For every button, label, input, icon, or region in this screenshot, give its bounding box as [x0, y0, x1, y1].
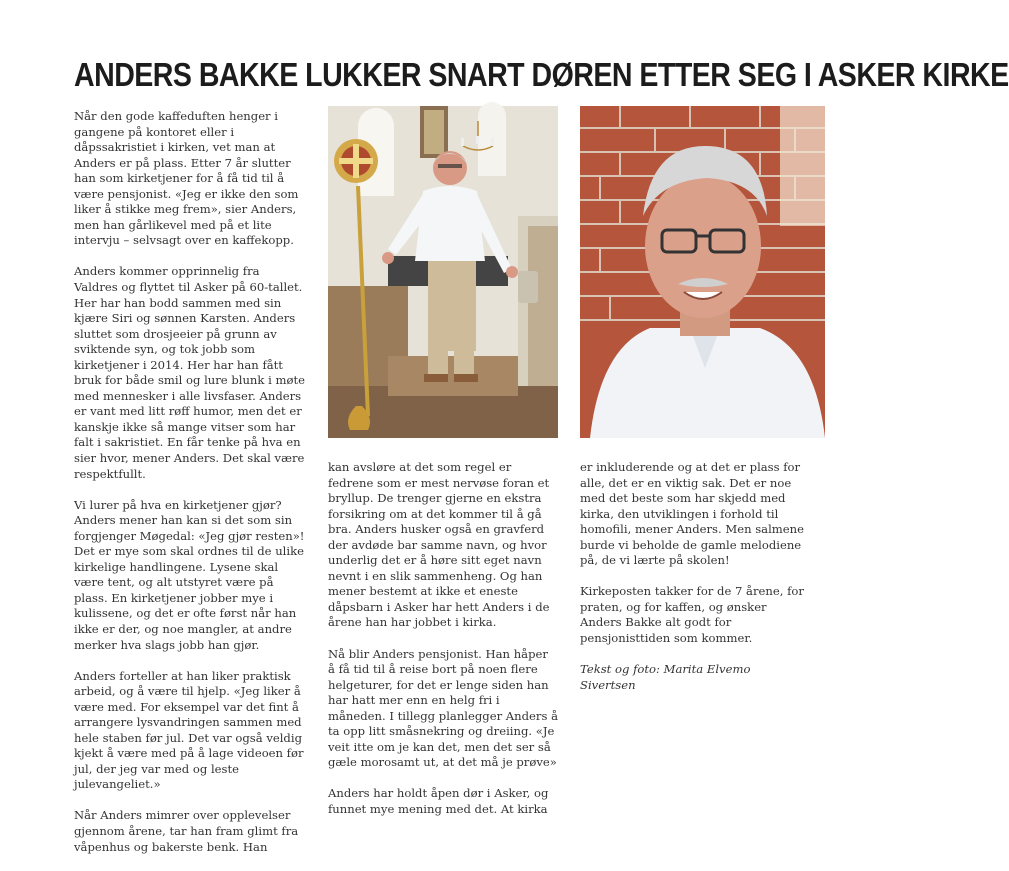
paragraph: Nå blir Anders pensjonist. Han håper å få tid til å reise bort på noen flere helgeturer, for det er lenge siden han har hatt mer enn en helg fri i måneden. I tillegg planlegger Anders å ta opp litt småsnekring og dreiing. «Je veit itte om je kan det, men det ser så gæle morosamt ut, at det må je prøve»	[328, 646, 559, 770]
photo-credit: Tekst og foto: Marita Elvemo Sivertsen	[580, 662, 751, 692]
paragraph: Vi lurer på hva en kirketjener gjør? Anders mener han kan si det som sin forgjenger Møgedal: «Jeg gjør resten»! Det er mye som skal ordnes til de ulike kirkelige handlingene. Lysene skal være tent, og alt utstyret være på plass. En kirketjener jobber mye i kulissene, og det er ofte først når han ikke er der, og noe mangler, at andre merker hva slags jobb han gjør.	[74, 497, 305, 652]
article-column-2	[328, 460, 558, 833]
paragraph: Anders kommer opprinnelig fra Valdres og flyttet til Asker på 60-tallet. Her har han bodd sammen med sin kjære Siri og sønnen Karsten. Anders sluttet som drosjeeier på grunn av sviktende syn, og tok jobb som kirketjener i 2014. Her har han fått bruk for både smil og lure blunk i møte med mennesker i alle livsfaser. Anders er vant med litt røff humor, men det er kanskje ikke så mange vitser som har falt i sakristiet. En får tenke på hva en sier hvor, mener Anders. Det skal være respektfullt.	[74, 264, 305, 481]
photo-portrait-icon	[580, 106, 825, 438]
paragraph: kan avsløre at det som regel er fedrene som er mest nervøse foran et bryllup. De trenger gjerne en ekstra forsikring om at det kommer til å gå bra. Anders husker også en gravferd der avdøde bar samme navn, og hvor underlig det er å høre sitt eget navn nevnt i en slik sammenheng. Og han mener bestemt at ikke et eneste dåpsbarn i Asker har hett Anders i de årene han har jobbet i kirka.	[328, 460, 550, 630]
article-title: ANDERS BAKKE LUKKER SNART DØREN ETTER SEG I ASKER KIRKE	[74, 56, 1009, 94]
article-column-3	[580, 460, 808, 709]
article-column-1	[74, 109, 306, 871]
paragraph: Anders forteller at han liker praktisk arbeid, og å være til hjelp. «Jeg liker å være med. For eksempel var det fint å arrangere lysvandringen sammen med hele staben før jul. Det var også veldig kjekt å være med på å lage videoen før jul, der jeg var med og leste julevangeliet.»	[74, 668, 304, 792]
paragraph: Når den gode kaffeduften henger i gangene på kontoret eller i dåpssakristiet i kirken, vet man at Anders er på plass. Etter 7 år slutter han som kirketjener for å få tid til å være pensjonist. «Jeg er ikke den som liker å stikke meg frem», sier Anders, men han gårlikevel med på et lite intervju – selvsagt over en kaffekopp.	[74, 109, 299, 248]
photo-anders-portrait	[580, 106, 825, 438]
photo-anders-church	[328, 106, 558, 438]
photo-church-icon	[328, 106, 558, 438]
paragraph: er inkluderende og at det er plass for alle, det er en viktig sak. Det er noe med det beste som har skjedd med kirka, den utviklingen i forhold til homofili, mener Anders. Men salmene burde vi beholde de gamle melodiene på, de vi lærte på skolen!	[580, 460, 804, 568]
paragraph: Anders har holdt åpen dør i Asker, og funnet mye mening med det. At kirka	[328, 786, 549, 816]
paragraph: Når Anders mimrer over opplevelser gjennom årene, tar han fram glimt fra våpenhus og bakerste benk. Han	[74, 808, 299, 854]
paragraph: Kirkeposten takker for de 7 årene, for praten, og for kaffen, og ønsker Anders Bakke alt godt for pensjonisttiden som kommer.	[580, 584, 804, 645]
